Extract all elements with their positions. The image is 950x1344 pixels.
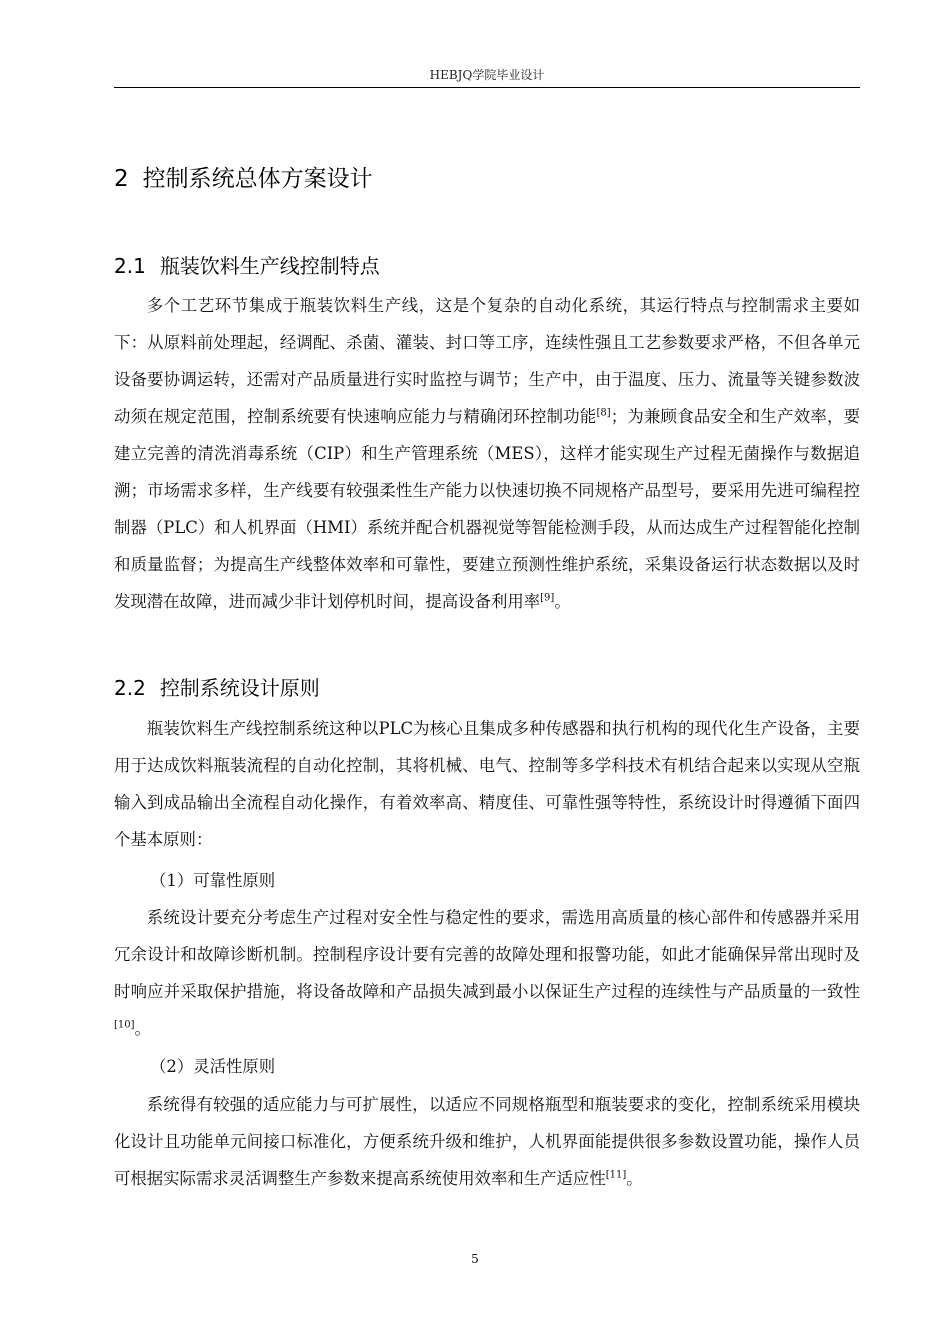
- paragraph-text: 系统设计要充分考虑生产过程对安全性与稳定性的要求，需选用高质量的核心部件和传感器并采用冗余设计和故障诊断机制。控制程序设计要有完善的故障处理和报警功能，如此才能确保异常出现时及时响应并采取保护措施，将设备故障和产品损失减到最小以保证生产过程的连续性与产品质量的一致性: [114, 908, 860, 1001]
- paragraph-2-1: [114, 287, 860, 620]
- paragraph-text: 系统得有较强的适应能力与可扩展性，以适应不同规格瓶型和瓶装要求的变化，控制系统采用模块化设计且功能单元间接口标准化，方便系统升级和维护，人机界面能提供很多参数设置功能，操作人员可根据实际需求灵活调整生产参数来提高系统使用效率和生产适应性: [114, 1095, 860, 1188]
- chapter-heading: [114, 160, 373, 193]
- paragraph-end: 。: [626, 1169, 643, 1188]
- section-title: 控制系统设计原则: [159, 676, 320, 700]
- paragraph-reliability: [114, 899, 860, 1047]
- citation-ref: [8]: [596, 407, 611, 419]
- section-number: 2.1: [114, 254, 146, 278]
- paragraph-end: 。: [134, 1019, 151, 1038]
- paragraph-flexibility: [114, 1086, 860, 1197]
- running-header: HEBJQ学院毕业设计: [429, 68, 545, 82]
- section-number: 2.2: [114, 676, 146, 700]
- page-number: 5: [471, 1252, 479, 1266]
- principle-heading-flexibility: （2）灵活性原则: [150, 1057, 276, 1076]
- paragraph-text: 瓶装饮料生产线控制系统这种以PLC为核心且集成多种传感器和执行机构的现代化生产设备，主要用于达成饮料瓶装流程的自动化控制，其将机械、电气、控制等多学科技术有机结合起来以实现从空瓶输入到成品输出全流程自动化操作，有着效率高、精度佳、可靠性强等特性，系统设计时得遵循下面四个基本原则：: [114, 719, 860, 849]
- chapter-title: 控制系统总体方案设计: [142, 166, 373, 192]
- chapter-number: 2: [114, 166, 129, 192]
- section-heading-2-2: [114, 672, 320, 701]
- paragraph-text: 多个工艺环节集成于瓶装饮料生产线，这是个复杂的自动化系统，其运行特点与控制需求主要如下：从原料前处理起，经调配、杀菌、灌装、封口等工序，连续性强且工艺参数要求严格，不但各单元设备要协调运转，还需对产品质量进行实时监控与调节；生产中，由于温度、压力、流量等关键参数波动须在规定范围，控制系统要有快速响应能力与精确闭环控制功能: [114, 296, 860, 426]
- principle-heading-reliability: （1）可靠性原则: [150, 871, 276, 890]
- citation-ref: [11]: [605, 1169, 627, 1181]
- citation-ref: [9]: [540, 592, 555, 604]
- section-title: 瓶装饮料生产线控制特点: [159, 254, 380, 278]
- citation-ref: [10]: [114, 1019, 135, 1031]
- paragraph-text: ；为兼顾食品安全和生产效率，要建立完善的清洗消毒系统（CIP）和生产管理系统（MES），这样才能实现生产过程无菌操作与数据追溯；市场需求多样，生产线要有较强柔性生产能力以快速切换不同规格产品型号，要采用先进可编程控制器（PLC）和人机界面（HMI）系统并配合机器视觉等智能检测手段，从而达成生产过程智能化控制和质量监督；为提高生产线整体效率和可靠性，要建立预测性维护系统，采集设备运行状态数据以及时发现潜在故障，进而减少非计划停机时间，提高设备利用率: [114, 407, 861, 611]
- header-divider: [114, 87, 860, 88]
- paragraph-2-2-intro: [114, 710, 860, 858]
- section-heading-2-1: [114, 250, 380, 279]
- paragraph-end: 。: [554, 592, 571, 611]
